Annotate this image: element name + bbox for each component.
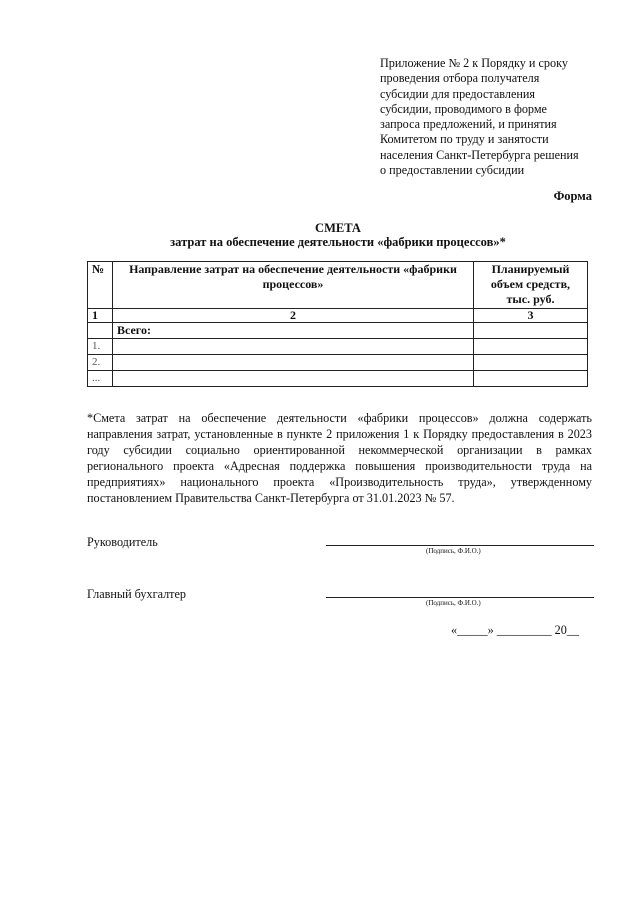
header-num: № xyxy=(88,262,113,309)
appendix-line: субсидии, проводимого в форме xyxy=(380,101,547,116)
document-title: СМЕТА xyxy=(315,221,361,235)
table-index-row xyxy=(88,309,588,323)
accountant-label: Главный бухгалтер xyxy=(87,587,187,601)
head-signature-line[interactable] xyxy=(326,545,594,546)
appendix-line: субсидии для предоставления xyxy=(380,86,536,101)
table-cell[interactable] xyxy=(113,339,474,355)
accountant-signature-caption: (Подпись, Ф.И.О.) xyxy=(426,599,481,607)
head-label: Руководитель xyxy=(87,535,158,549)
row-number: 2. xyxy=(88,355,113,371)
accountant-signature-line[interactable] xyxy=(326,597,594,598)
appendix-line: запроса предложений, и принятия xyxy=(380,117,557,132)
date-field[interactable]: «_____» _________ 20__ xyxy=(451,623,579,637)
row-number: 1. xyxy=(88,339,113,355)
table-cell[interactable] xyxy=(113,355,474,371)
appendix-line: Приложение № 2 к Порядку и сроку xyxy=(380,56,568,70)
index-cell: 3 xyxy=(474,309,588,323)
table-cell[interactable] xyxy=(474,323,588,339)
estimate-table xyxy=(87,261,588,387)
index-cell: 2 xyxy=(113,309,474,323)
header-direction: Направление затрат на обеспечение деятельности «фабрики процессов» xyxy=(113,262,474,309)
table-cell[interactable] xyxy=(474,355,588,371)
table-row xyxy=(88,371,588,387)
row-number: ... xyxy=(88,371,113,387)
index-cell: 1 xyxy=(88,309,113,323)
table-cell[interactable] xyxy=(474,339,588,355)
document-subtitle: затрат на обеспечение деятельности «фабрики процессов»* xyxy=(170,235,506,249)
table-cell[interactable] xyxy=(113,371,474,387)
appendix-line: Комитетом по труду и занятости xyxy=(380,132,549,147)
total-label: Всего: xyxy=(113,323,474,339)
table-cell[interactable] xyxy=(88,323,113,339)
appendix-line: населения Санкт-Петербурга решения xyxy=(380,147,579,162)
appendix-line: о предоставлении субсидии xyxy=(380,163,525,178)
table-cell[interactable] xyxy=(474,371,588,387)
head-signature-caption: (Подпись, Ф.И.О.) xyxy=(426,547,481,555)
table-row xyxy=(88,355,588,371)
table-header-row xyxy=(88,262,588,309)
table-total-row xyxy=(88,323,588,339)
appendix-header xyxy=(380,56,602,178)
form-label: Форма xyxy=(553,189,592,203)
footnote: *Смета затрат на обеспечение деятельности «фабрики процессов» должна содержать направления затрат, установленные в пункте 2 приложения 1 к Порядку предоставления в 2023 году субсидии социально ориентированной некоммерческой организации в рамках регионального проекта «Адресная поддержка повышения производительности труда на предприятиях» национального проекта «Производительность труда», утвержденному постановлением Правительства Санкт-Петербурга от 31.01.2023 № 57. xyxy=(87,411,592,505)
header-planned: Планируемый объем средств, тыс. руб. xyxy=(474,262,588,309)
appendix-line: проведения отбора получателя xyxy=(380,71,540,86)
table-row xyxy=(88,339,588,355)
